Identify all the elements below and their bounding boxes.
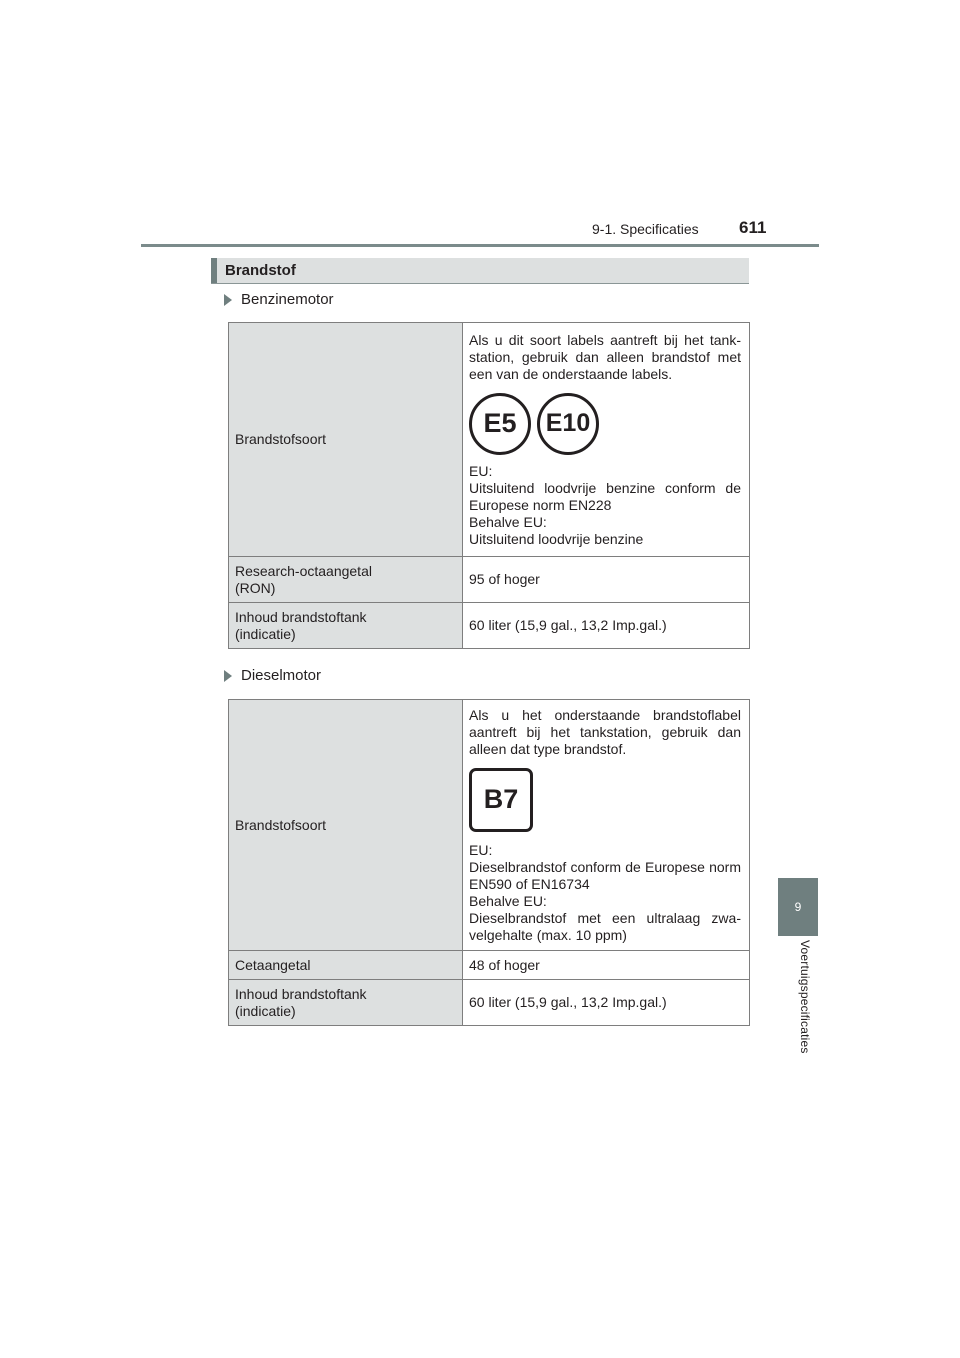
non-eu-heading: Behalve EU: [469,892,547,909]
table-row [229,700,750,951]
tank-capacity-key [229,603,463,649]
eu-text: Uitsluitend loodvrije benzine conform de Europese norm EN228 [469,479,741,513]
section-title-bar [211,258,749,284]
fuel-type-key: Brandstofsoort [229,700,463,951]
ron-value: 95 of hoger [463,557,750,603]
tank-capacity-key [229,980,463,1026]
eu-text: Dieselbrandstof conform de Europese norm EN590 of EN16734 [469,858,741,892]
tank-key-line: (indicatie) [235,625,296,642]
petrol-heading-text: Benzinemotor [241,291,334,308]
cetane-key: Cetaangetal [229,951,463,980]
running-header-section: 9-1. Specificaties [592,221,699,237]
fuel-type-key: Brandstofsoort [229,323,463,557]
eu-heading: EU: [469,462,493,479]
triangle-bullet-icon [224,670,232,682]
fuel-label-instruction: Als u dit soort labels aantreft bij het tank-station, gebruik dan alleen brandstof met een van de onderstaande labels. [469,331,741,382]
fuel-type-value [463,700,750,951]
ron-key-line: Research-octaangetal [235,562,372,579]
tank-key-line: Inhoud brandstoftank [235,985,367,1002]
ron-key-line: (RON) [235,579,276,596]
chapter-number: 9 [794,900,802,914]
cetane-value: 48 of hoger [463,951,750,980]
page-number: 611 [739,218,767,237]
eu-heading: EU: [469,841,493,858]
tank-key-line: (indicatie) [235,1002,296,1019]
fuel-type-value [463,323,750,557]
diesel-heading [224,667,321,684]
section-title: Brandstof [225,262,296,279]
table-row [229,951,750,980]
non-eu-text: Uitsluitend loodvrije benzine [469,530,644,547]
fuel-labels [469,768,741,832]
table-row [229,323,750,557]
e5-fuel-label-icon: E5 [469,393,531,455]
table-row [229,603,750,649]
table-row [229,980,750,1026]
e10-fuel-label-icon: E10 [537,393,599,455]
fuel-label-instruction: Als u het onderstaande brandstoflabel aantreft bij het tankstation, gebruik dan alleen dat type brandstof. [469,706,741,757]
non-eu-text: Dieselbrandstof met een ultralaag zwa-velgehalte (max. 10 ppm) [469,909,741,943]
b7-fuel-label-icon: B7 [469,768,533,832]
ron-key [229,557,463,603]
tank-capacity-value: 60 liter (15,9 gal., 13,2 Imp.gal.) [463,980,750,1026]
non-eu-heading: Behalve EU: [469,513,547,530]
diesel-spec-table [228,699,750,1026]
tank-key-line: Inhoud brandstoftank [235,608,367,625]
diesel-heading-text: Dieselmotor [241,667,322,684]
chapter-tab [778,878,818,936]
triangle-bullet-icon [224,294,232,306]
tank-capacity-value: 60 liter (15,9 gal., 13,2 Imp.gal.) [463,603,750,649]
petrol-heading [224,291,334,308]
table-row [229,557,750,603]
header-rule [141,244,819,247]
chapter-label: Voertuigspecificaties [798,940,812,1054]
petrol-spec-table [228,322,750,649]
fuel-labels [469,393,741,455]
section-accent [211,258,217,283]
